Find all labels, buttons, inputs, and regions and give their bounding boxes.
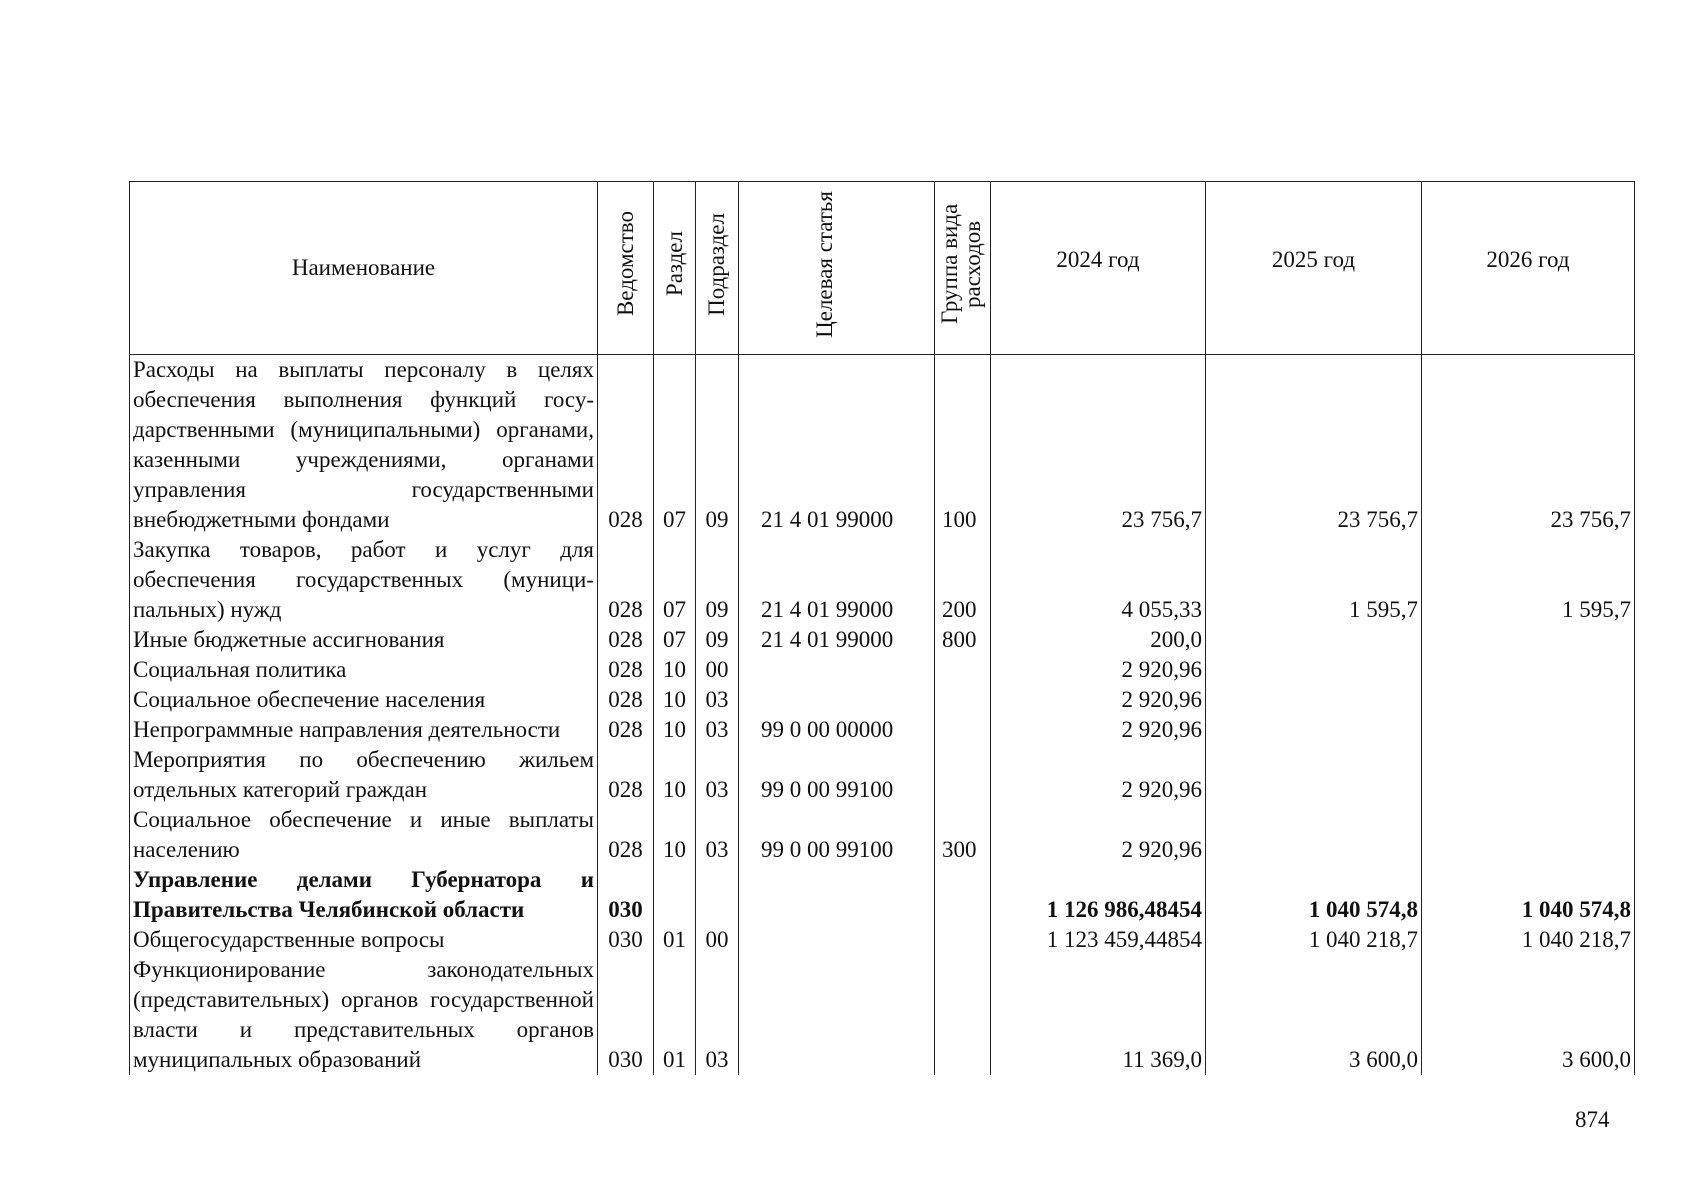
header-expense-group: Группа вида расходов: [935, 182, 991, 355]
cell-department: 028: [598, 745, 654, 805]
cell-expense-group: [935, 715, 991, 745]
cell-subsection: 00: [696, 655, 739, 685]
table-row: [130, 955, 1635, 1075]
header-2025: 2025 год: [1206, 182, 1422, 355]
cell-expense-group: [935, 955, 991, 1075]
cell-2024: 1 123 459,44854: [991, 925, 1206, 955]
cell-2024: 2 920,96: [991, 685, 1206, 715]
cell-subsection: 03: [696, 715, 739, 745]
header-target-item: Целевая статья: [739, 182, 935, 355]
table-row: [130, 655, 1635, 685]
cell-target-item: 99 0 00 99100: [739, 745, 935, 805]
cell-name: Иные бюджетные ассигнования: [130, 625, 598, 655]
cell-name: Социальное обеспечение и иные выплаты населению: [130, 805, 598, 865]
cell-section: 07: [654, 355, 696, 536]
table-row: [130, 925, 1635, 955]
cell-2024: 2 920,96: [991, 745, 1206, 805]
cell-2026: [1422, 805, 1635, 865]
cell-expense-group: 300: [935, 805, 991, 865]
cell-2025: 1 595,7: [1206, 535, 1422, 625]
cell-target-item: [739, 685, 935, 715]
cell-target-item: [739, 925, 935, 955]
cell-subsection: 09: [696, 355, 739, 536]
cell-2026: [1422, 715, 1635, 745]
table-row: [130, 805, 1635, 865]
cell-2026: [1422, 685, 1635, 715]
cell-2026: 1 040 574,8: [1422, 865, 1635, 925]
cell-subsection: 03: [696, 805, 739, 865]
cell-section: 10: [654, 685, 696, 715]
cell-expense-group: 800: [935, 625, 991, 655]
cell-expense-group: [935, 745, 991, 805]
cell-name: Управление делами Губернатора и Правительства Челябинской области: [130, 865, 598, 925]
cell-2026: 1 040 218,7: [1422, 925, 1635, 955]
cell-target-item: 21 4 01 99000: [739, 535, 935, 625]
cell-section: 10: [654, 745, 696, 805]
header-row: [130, 182, 1635, 355]
header-2026: 2026 год: [1422, 182, 1635, 355]
cell-department: 030: [598, 925, 654, 955]
cell-target-item: [739, 655, 935, 685]
cell-subsection: 00: [696, 925, 739, 955]
cell-section: 01: [654, 955, 696, 1075]
cell-department: 028: [598, 355, 654, 536]
header-name: Наименование: [130, 182, 598, 355]
cell-2024: 2 920,96: [991, 805, 1206, 865]
cell-expense-group: [935, 865, 991, 925]
cell-subsection: 09: [696, 535, 739, 625]
cell-2024: 2 920,96: [991, 715, 1206, 745]
header-subsection: Подраздел: [696, 182, 739, 355]
table-row: [130, 715, 1635, 745]
table-row: [130, 535, 1635, 625]
cell-expense-group: [935, 655, 991, 685]
table-row: [130, 355, 1635, 536]
cell-target-item: [739, 865, 935, 925]
cell-target-item: 99 0 00 00000: [739, 715, 935, 745]
cell-name: Расходы на выплаты персоналу в целях обеспечения выполнения функций государственными (муниципальными) органами, казенными учреждениями, органами управления государственными внебюджетными фондами: [130, 355, 598, 536]
cell-name: Функционирование законодательных (представительных) органов государственной власти и представительных органов муниципальных образований: [130, 955, 598, 1075]
cell-2025: [1206, 655, 1422, 685]
cell-subsection: [696, 865, 739, 925]
cell-department: 030: [598, 955, 654, 1075]
cell-section: 10: [654, 715, 696, 745]
cell-section: 07: [654, 535, 696, 625]
cell-2025: 3 600,0: [1206, 955, 1422, 1075]
cell-subsection: 03: [696, 685, 739, 715]
cell-section: 01: [654, 925, 696, 955]
cell-department: 028: [598, 685, 654, 715]
cell-section: 10: [654, 805, 696, 865]
cell-2024: 4 055,33: [991, 535, 1206, 625]
cell-section: 07: [654, 625, 696, 655]
cell-2024: 23 756,7: [991, 355, 1206, 536]
cell-2024: 2 920,96: [991, 655, 1206, 685]
cell-department: 028: [598, 715, 654, 745]
cell-2025: 1 040 218,7: [1206, 925, 1422, 955]
header-department: Ведомство: [598, 182, 654, 355]
cell-name: Социальная политика: [130, 655, 598, 685]
cell-name: Общегосударственные вопросы: [130, 925, 598, 955]
cell-subsection: 03: [696, 745, 739, 805]
cell-2026: [1422, 625, 1635, 655]
cell-department: 028: [598, 535, 654, 625]
cell-expense-group: 100: [935, 355, 991, 536]
cell-2025: 23 756,7: [1206, 355, 1422, 536]
cell-2024: 1 126 986,48454: [991, 865, 1206, 925]
table-row: [130, 625, 1635, 655]
table-row: [130, 685, 1635, 715]
cell-target-item: 21 4 01 99000: [739, 355, 935, 536]
table-body: [130, 355, 1635, 1076]
cell-2025: [1206, 745, 1422, 805]
cell-2025: [1206, 685, 1422, 715]
cell-2025: [1206, 625, 1422, 655]
page-number: 874: [1575, 1107, 1610, 1132]
cell-name: Социальное обеспечение населения: [130, 685, 598, 715]
cell-2024: 200,0: [991, 625, 1206, 655]
cell-2025: [1206, 715, 1422, 745]
budget-table: [129, 181, 1635, 1075]
cell-2026: [1422, 655, 1635, 685]
cell-subsection: 09: [696, 625, 739, 655]
cell-2026: [1422, 745, 1635, 805]
cell-department: 028: [598, 625, 654, 655]
cell-subsection: 03: [696, 955, 739, 1075]
cell-name: Закупка товаров, работ и услуг для обеспечения государственных (муниципальных) нужд: [130, 535, 598, 625]
table-row: [130, 865, 1635, 925]
header-2024: 2024 год: [991, 182, 1206, 355]
cell-target-item: [739, 955, 935, 1075]
cell-target-item: 21 4 01 99000: [739, 625, 935, 655]
cell-expense-group: [935, 685, 991, 715]
table-row: [130, 745, 1635, 805]
cell-name: Мероприятия по обеспечению жильем отдельных категорий граждан: [130, 745, 598, 805]
header-section: Раздел: [654, 182, 696, 355]
cell-name: Непрограммные направления деятельности: [130, 715, 598, 745]
cell-expense-group: [935, 925, 991, 955]
cell-2026: 1 595,7: [1422, 535, 1635, 625]
cell-department: 030: [598, 865, 654, 925]
cell-2025: [1206, 805, 1422, 865]
cell-2026: 3 600,0: [1422, 955, 1635, 1075]
cell-target-item: 99 0 00 99100: [739, 805, 935, 865]
cell-2026: 23 756,7: [1422, 355, 1635, 536]
cell-2025: 1 040 574,8: [1206, 865, 1422, 925]
cell-expense-group: 200: [935, 535, 991, 625]
cell-section: [654, 865, 696, 925]
cell-2024: 11 369,0: [991, 955, 1206, 1075]
cell-department: 028: [598, 805, 654, 865]
cell-section: 10: [654, 655, 696, 685]
cell-department: 028: [598, 655, 654, 685]
